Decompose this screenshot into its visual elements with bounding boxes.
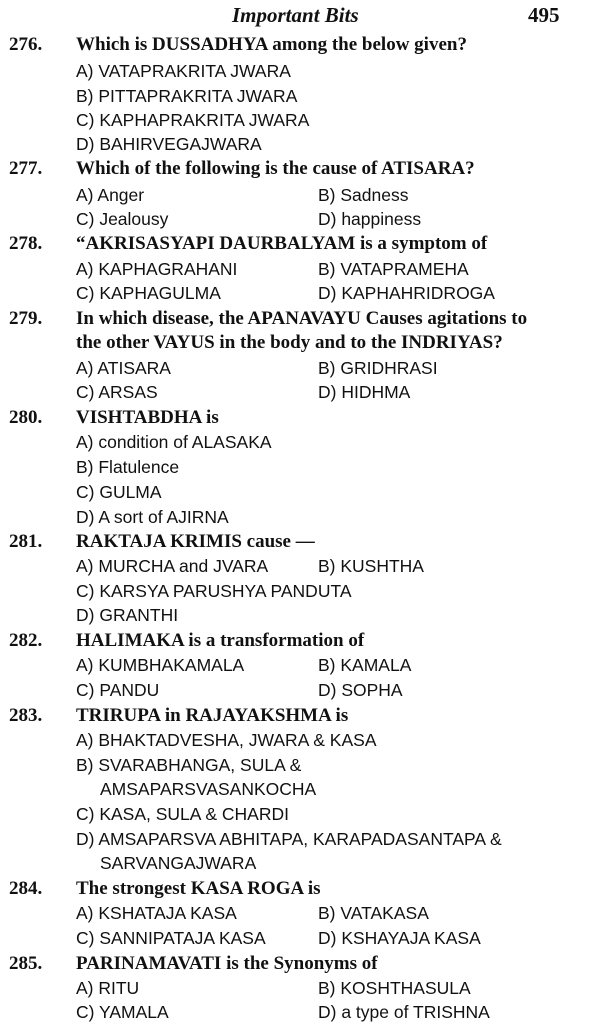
question-text: HALIMAKA is a transformation of bbox=[76, 630, 365, 651]
option-d: D) KAPHAHRIDROGA bbox=[318, 283, 495, 303]
question-number: 284. bbox=[9, 878, 43, 899]
option-c: C) ARSAS bbox=[76, 382, 158, 402]
question-text-line-1: In which disease, the APANAVAYU Causes agitations to bbox=[76, 308, 528, 329]
question-text: TRIRUPA in RAJAYAKSHMA is bbox=[76, 705, 349, 726]
option-a: A) RITU bbox=[76, 978, 140, 998]
option-b: B) Flatulence bbox=[76, 457, 180, 477]
question-text: PARINAMAVATI is the Synonyms of bbox=[76, 953, 378, 974]
question-number: 277. bbox=[9, 158, 43, 179]
question-number: 278. bbox=[9, 233, 43, 254]
question-number: 285. bbox=[9, 953, 43, 974]
question-number: 282. bbox=[9, 630, 43, 651]
option-a: A) Anger bbox=[76, 185, 145, 205]
question-number: 279. bbox=[9, 308, 43, 329]
option-c: C) PANDU bbox=[76, 680, 160, 700]
option-a: A) VATAPRAKRITA JWARA bbox=[76, 61, 291, 81]
option-d: D) HIDHMA bbox=[318, 382, 411, 402]
option-b: B) SVARABHANGA, SULA & bbox=[76, 755, 302, 775]
option-c: C) KAPHAPRAKRITA JWARA bbox=[76, 110, 310, 130]
option-d-continued: SARVANGAJWARA bbox=[100, 853, 257, 873]
page-header bbox=[0, 3, 600, 27]
option-d: D) KSHAYAJA KASA bbox=[318, 928, 481, 948]
question-text: “AKRISASYAPI DAURBALYAM is a symptom of bbox=[76, 233, 488, 254]
question-number: 276. bbox=[9, 34, 43, 55]
option-d: D) SOPHA bbox=[318, 680, 403, 700]
option-d: D) BAHIRVEGAJWARA bbox=[76, 134, 262, 154]
question-text-line-2: the other VAYUS in the body and to the INDRIYAS? bbox=[76, 332, 503, 353]
option-d: D) A sort of AJIRNA bbox=[76, 507, 229, 527]
option-b-continued: AMSAPARSVASANKOCHA bbox=[100, 779, 317, 799]
option-b: B) VATAPRAMEHA bbox=[318, 259, 469, 279]
option-d: D) GRANTHI bbox=[76, 605, 179, 625]
page-number: 495 bbox=[528, 3, 560, 27]
option-b: B) PITTAPRAKRITA JWARA bbox=[76, 86, 298, 106]
option-b: B) Sadness bbox=[318, 185, 409, 205]
question-text: RAKTAJA KRIMIS cause — bbox=[76, 531, 315, 552]
running-title: Important Bits bbox=[232, 3, 359, 27]
question-text: Which is DUSSADHYA among the below given? bbox=[76, 34, 467, 55]
option-a: A) MURCHA and JVARA bbox=[76, 556, 269, 576]
option-a: A) KAPHAGRAHANI bbox=[76, 259, 238, 279]
option-a: A) KSHATAJA KASA bbox=[76, 903, 237, 923]
option-c: C) GULMA bbox=[76, 482, 162, 502]
option-c: C) YAMALA bbox=[76, 1002, 169, 1022]
option-c: C) KASA, SULA & CHARDI bbox=[76, 804, 289, 824]
option-b: B) KOSHTHASULA bbox=[318, 978, 471, 998]
option-b: B) KUSHTHA bbox=[318, 556, 424, 576]
option-a: A) BHAKTADVESHA, JWARA & KASA bbox=[76, 730, 377, 750]
question-number: 280. bbox=[9, 407, 43, 428]
question-text: Which of the following is the cause of ATISARA? bbox=[76, 158, 475, 179]
option-c: C) SANNIPATAJA KASA bbox=[76, 928, 266, 948]
option-a: A) condition of ALASAKA bbox=[76, 432, 272, 452]
option-d: D) happiness bbox=[318, 209, 422, 229]
option-c: C) KAPHAGULMA bbox=[76, 283, 221, 303]
question-text: The strongest KASA ROGA is bbox=[76, 878, 321, 899]
question-number: 281. bbox=[9, 531, 43, 552]
option-a: A) KUMBHAKAMALA bbox=[76, 655, 245, 675]
option-a: A) ATISARA bbox=[76, 358, 171, 378]
option-d: D) a type of TRISHNA bbox=[318, 1002, 490, 1022]
question-text: VISHTABDHA is bbox=[76, 407, 219, 428]
option-d: D) AMSAPARSVA ABHITAPA, KARAPADASANTAPA & bbox=[76, 829, 502, 849]
option-c: C) KARSYA PARUSHYA PANDUTA bbox=[76, 581, 352, 601]
option-c: C) Jealousy bbox=[76, 209, 169, 229]
question-number: 283. bbox=[9, 705, 43, 726]
option-b: B) VATAKASA bbox=[318, 903, 429, 923]
option-b: B) GRIDHRASI bbox=[318, 358, 438, 378]
option-b: B) KAMALA bbox=[318, 655, 412, 675]
